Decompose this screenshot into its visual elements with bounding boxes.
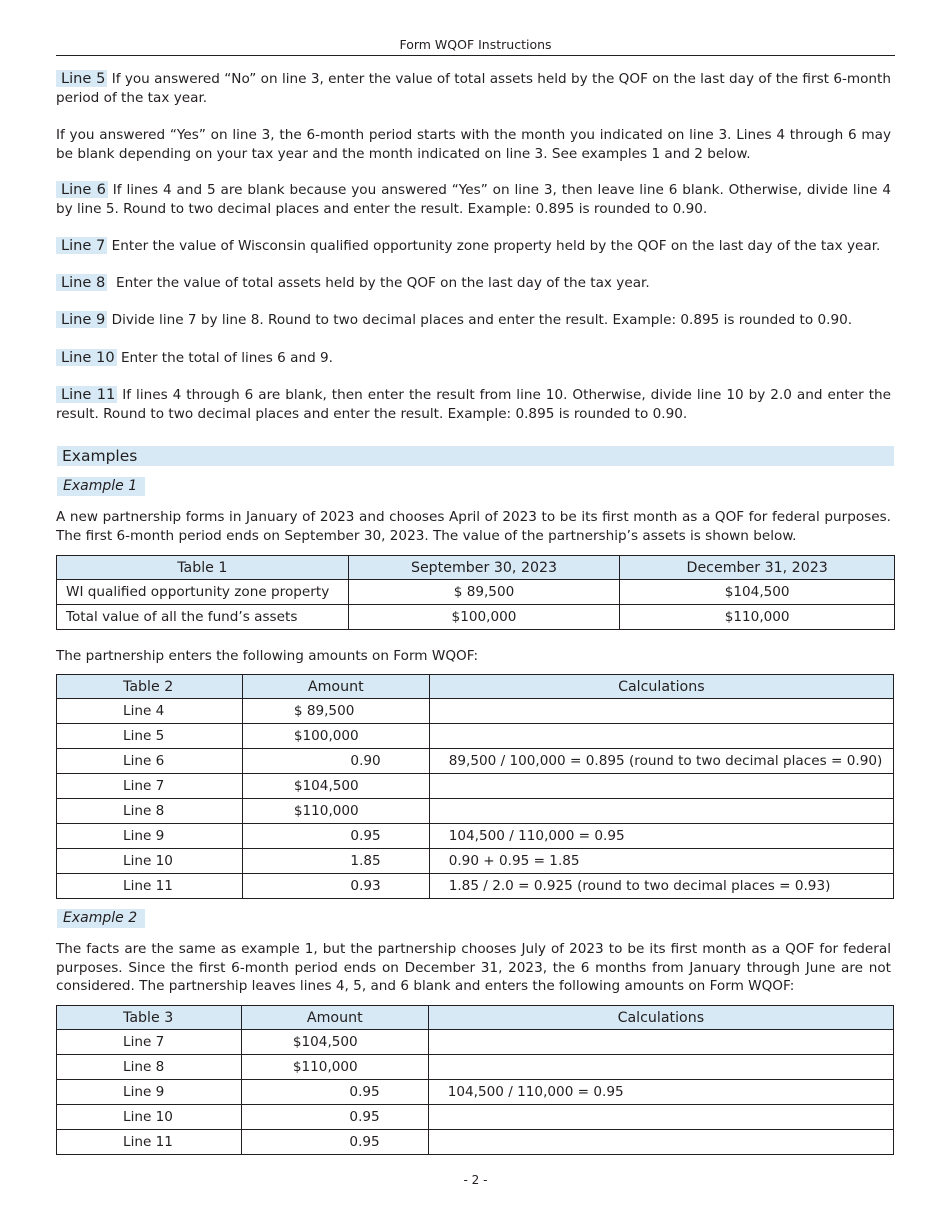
table-row (57, 874, 894, 899)
table-cell: Line 7 (57, 774, 243, 799)
table-row (57, 799, 894, 824)
table-header-row (57, 556, 895, 580)
table-cell: 1.85 / 2.0 = 0.925 (round to two decimal places = 0.93) (429, 874, 893, 899)
table-cell: Line 8 (57, 799, 243, 824)
line-5-yes-instruction: If you answered “Yes” on line 3, the 6-month period starts with the month you indicated on line 3. Lines 4 through 6 may be blank depending on your tax year and the month indicated on line 3. See examples 1 and 2 below. (56, 127, 891, 162)
table-cell: Line 9 (57, 824, 243, 849)
table-cell: 0.93 (242, 874, 429, 899)
table-cell (429, 799, 893, 824)
table-cell: 0.95 (241, 1105, 428, 1130)
table-2 (56, 674, 894, 899)
example-2-heading: Example 2 (57, 909, 145, 928)
table-cell (429, 724, 893, 749)
table-cell (429, 699, 893, 724)
table-cell: Line 10 (57, 849, 243, 874)
table-cell: 0.90 + 0.95 = 1.85 (429, 849, 893, 874)
table-cell: $110,000 (620, 605, 895, 630)
line-tag: Line 5 (56, 70, 107, 87)
example-1-heading: Example 1 (57, 477, 145, 496)
example-1-intro: A new partnership forms in January of 2023 and chooses April of 2023 to be its first month as a QOF for federal purposes. The first 6-month period ends on September 30, 2023. The value of the partnership’s assets is shown below. (56, 509, 891, 544)
table-cell: 1.85 (242, 849, 429, 874)
table-header-cell: December 31, 2023 (620, 556, 895, 580)
table-cell: Line 10 (57, 1105, 242, 1130)
table-header-cell: Amount (242, 675, 429, 699)
table-cell: $110,000 (241, 1055, 428, 1080)
line-tag: Line 8 (56, 274, 107, 291)
line-tag: Line 7 (56, 237, 107, 254)
table-3 (56, 1005, 894, 1155)
table-cell (429, 774, 893, 799)
line-9-instruction: Line 9 Divide line 7 by line 8. Round to two decimal places and enter the result. Example: 0.895 is rounded to 0.90. (56, 311, 891, 330)
example-2-intro: The facts are the same as example 1, but the partnership chooses July of 2023 to be its first month as a QOF for federal purposes. Since the first 6-month period ends on December 31, 2023, the 6 months from January through June are not considered. The partnership leaves lines 4, 5, and 6 blank and enters the following amounts on Form WQOF: (56, 941, 891, 994)
table-row (57, 1080, 894, 1105)
line-10-instruction: Line 10 Enter the total of lines 6 and 9. (56, 349, 891, 368)
line-tag: Line 10 (56, 349, 117, 366)
table-header-cell: September 30, 2023 (348, 556, 620, 580)
table-cell: 0.90 (242, 749, 429, 774)
table-row (57, 1130, 894, 1155)
table-cell (428, 1030, 893, 1055)
table-row (57, 1055, 894, 1080)
table-cell: Line 9 (57, 1080, 242, 1105)
table-cell: 0.95 (241, 1080, 428, 1105)
table-cell: 104,500 / 110,000 = 0.95 (428, 1080, 893, 1105)
table-row (57, 749, 894, 774)
table-cell: Line 11 (57, 874, 243, 899)
table-header-row (57, 1006, 894, 1030)
table-header-cell: Table 3 (57, 1006, 242, 1030)
table-cell: Line 11 (57, 1130, 242, 1155)
table-cell: Line 7 (57, 1030, 242, 1055)
table-cell: Line 8 (57, 1055, 242, 1080)
table-header-cell: Table 2 (57, 675, 243, 699)
page-header: Form WQOF Instructions (399, 37, 552, 52)
table-row (57, 824, 894, 849)
table-cell: Line 5 (57, 724, 243, 749)
table-header-cell: Calculations (429, 675, 893, 699)
table-header-row (57, 675, 894, 699)
table-row (57, 699, 894, 724)
header-rule (56, 55, 895, 56)
table-cell: 104,500 / 110,000 = 0.95 (429, 824, 893, 849)
line-5-instruction: Line 5 If you answered “No” on line 3, enter the value of total assets held by the QOF on the last day of the first 6-month period of the tax year. (56, 70, 891, 106)
table-1 (56, 555, 895, 630)
table-row (57, 1030, 894, 1055)
table-header-cell: Calculations (428, 1006, 893, 1030)
table-cell: Line 6 (57, 749, 243, 774)
table-cell: $104,500 (241, 1030, 428, 1055)
table-row (57, 774, 894, 799)
table-row (57, 580, 895, 605)
table-row (57, 849, 894, 874)
line-tag: Line 11 (56, 386, 117, 403)
table-cell: $ 89,500 (348, 580, 620, 605)
examples-heading: Examples (57, 446, 894, 466)
line-6-instruction: Line 6 If lines 4 and 5 are blank because you answered “Yes” on line 3, then leave line 6 blank. Otherwise, divide line 4 by line 5. Round to two decimal places and enter the result. Example: 0.895 is rounded to 0.90. (56, 181, 891, 217)
table-cell: $100,000 (348, 605, 620, 630)
table-row (57, 1105, 894, 1130)
table-header-cell: Table 1 (57, 556, 349, 580)
table-row (57, 724, 894, 749)
table-cell: $110,000 (242, 799, 429, 824)
table-cell (428, 1055, 893, 1080)
table-cell: $100,000 (242, 724, 429, 749)
table-cell: Line 4 (57, 699, 243, 724)
line-11-instruction: Line 11 If lines 4 through 6 are blank, then enter the result from line 10. Otherwise, divide line 10 by 2.0 and enter the result. Round to two decimal places and enter the result. Example: 0.895 is rounded to 0.90. (56, 386, 892, 422)
table-cell: Total value of all the fund’s assets (57, 605, 349, 630)
table-cell: WI qualified opportunity zone property (57, 580, 349, 605)
table-header-cell: Amount (241, 1006, 428, 1030)
table-cell: 89,500 / 100,000 = 0.895 (round to two decimal places = 0.90) (429, 749, 893, 774)
page-number: - 2 - (463, 1173, 488, 1187)
line-7-instruction: Line 7 Enter the value of Wisconsin qualified opportunity zone property held by the QOF on the last day of the tax year. (56, 237, 891, 256)
line-tag: Line 9 (56, 311, 107, 328)
line-8-instruction: Line 8 Enter the value of total assets held by the QOF on the last day of the tax year. (56, 274, 891, 293)
example-1-bridge: The partnership enters the following amounts on Form WQOF: (56, 648, 479, 664)
table-cell (428, 1105, 893, 1130)
table-cell: $104,500 (620, 580, 895, 605)
table-cell: $ 89,500 (242, 699, 429, 724)
line-tag: Line 6 (56, 181, 108, 198)
table-row (57, 605, 895, 630)
table-cell: 0.95 (241, 1130, 428, 1155)
table-cell: 0.95 (242, 824, 429, 849)
table-cell: $104,500 (242, 774, 429, 799)
table-cell (428, 1130, 893, 1155)
